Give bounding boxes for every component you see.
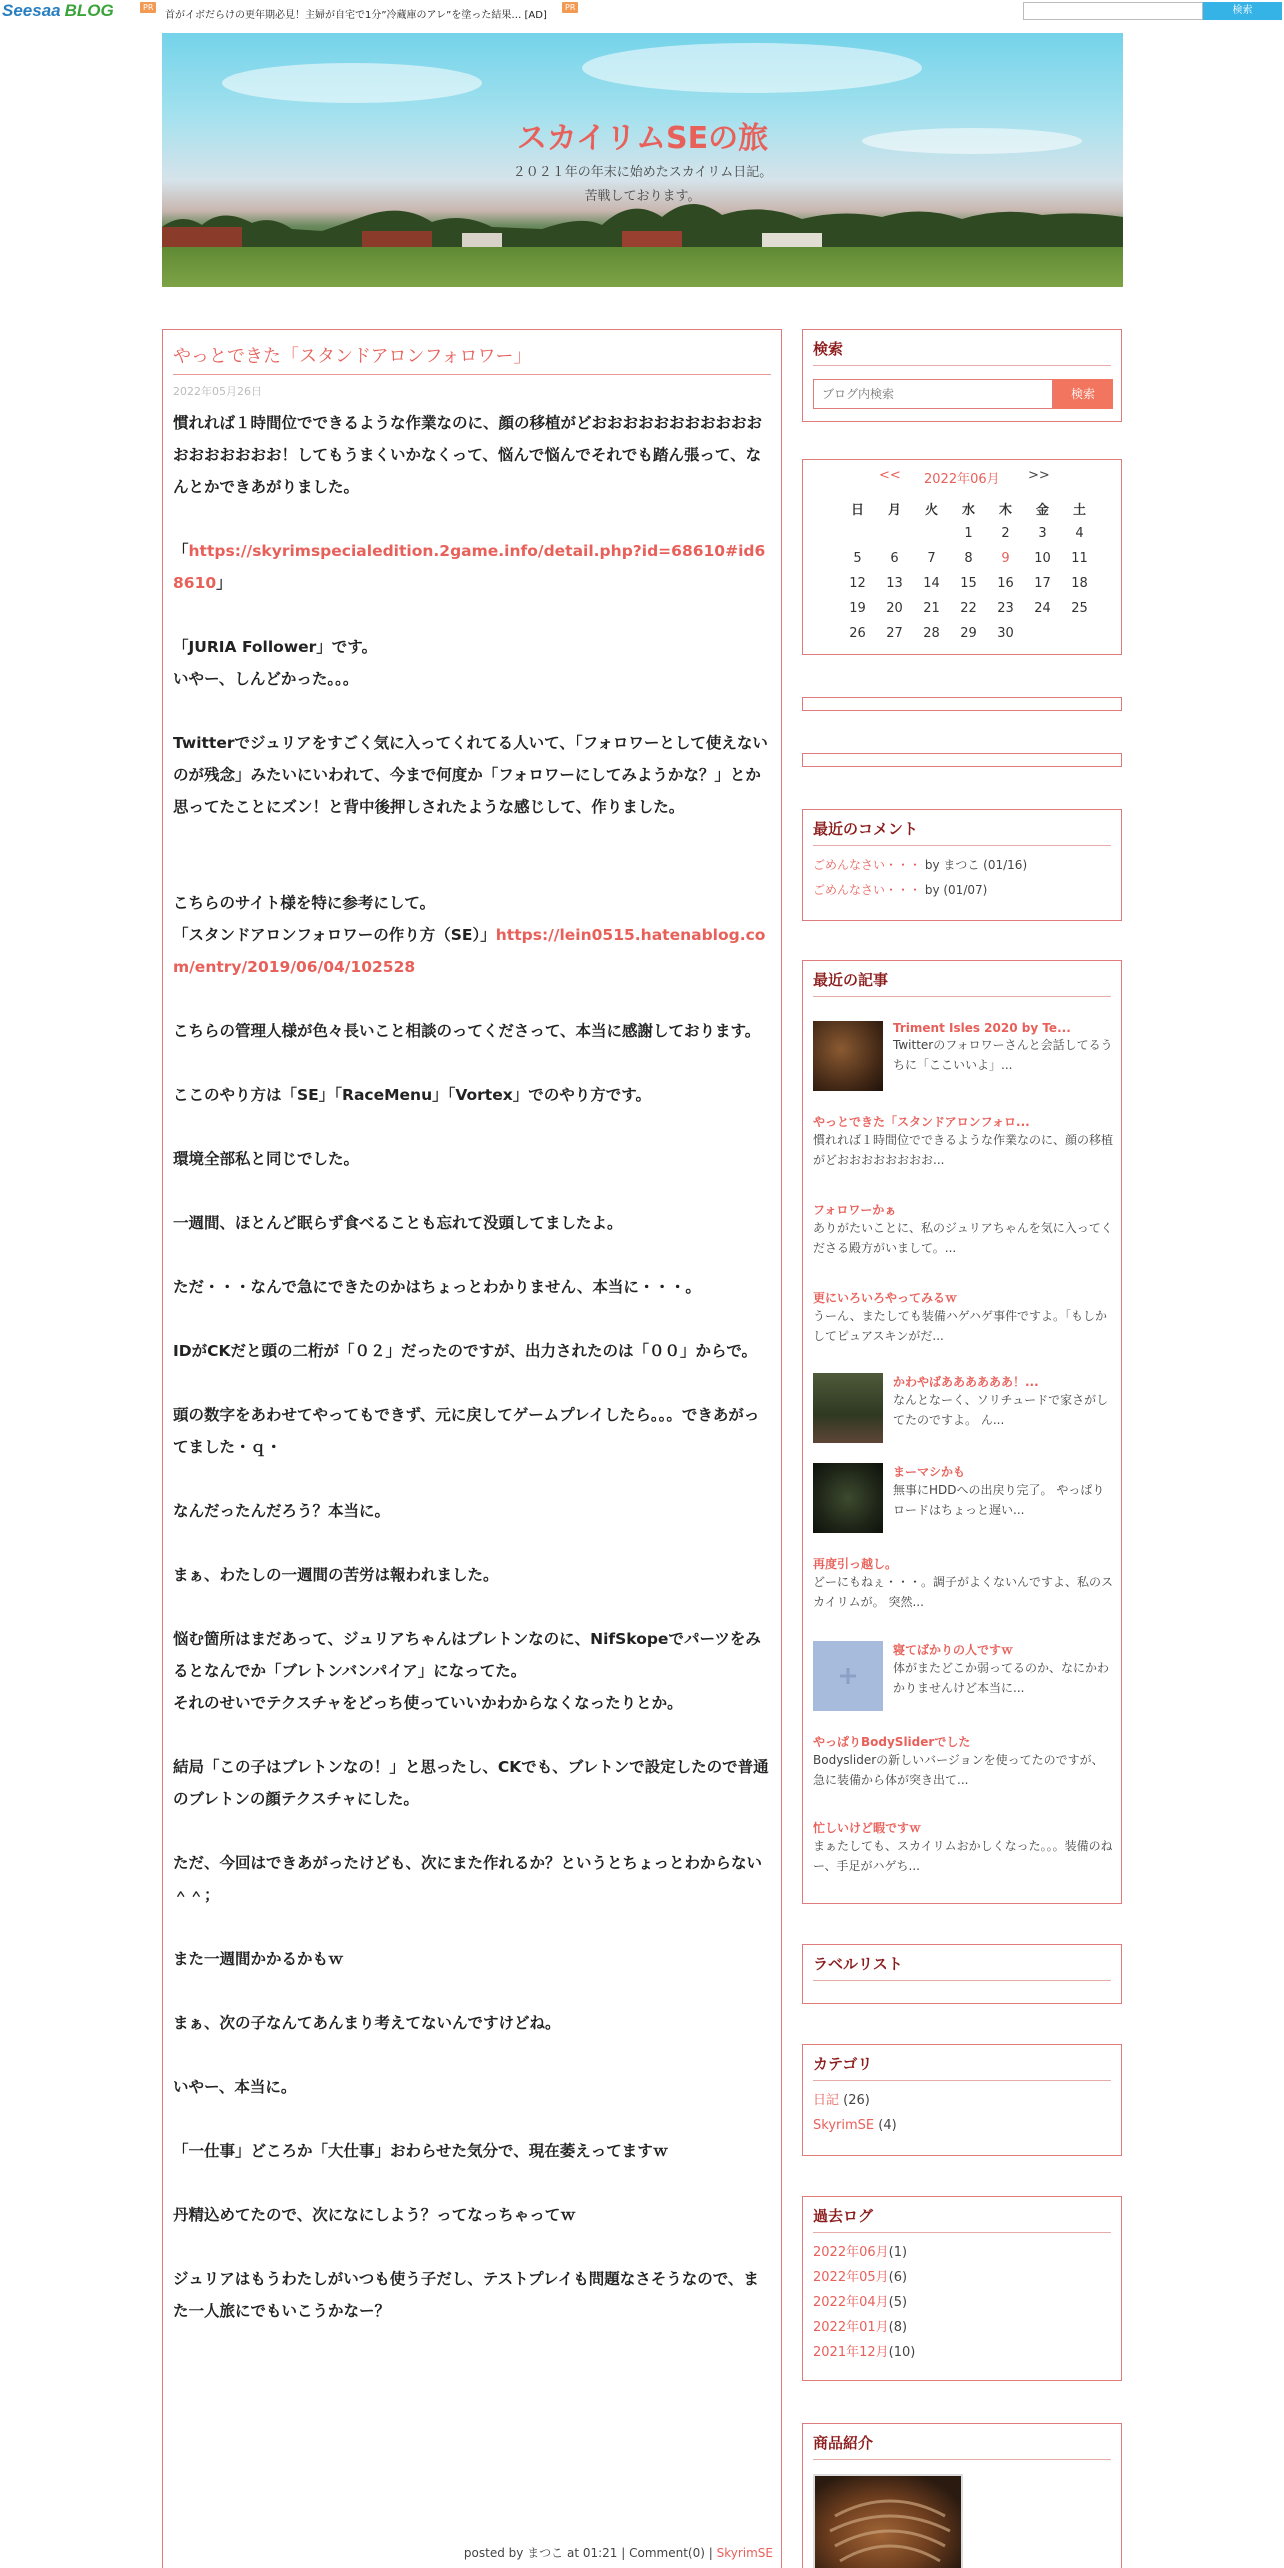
- calendar-day: 3: [1038, 526, 1047, 541]
- recent-article-link[interactable]: かわやばああああああ！...: [893, 1375, 1039, 1389]
- comment-item: [813, 856, 1111, 875]
- paragraph: ただ・・・なんで急にできたのかはちょっとわかりません、本当に・・・。: [173, 1278, 701, 1296]
- calendar-day: 6: [890, 551, 899, 566]
- calendar-day: 29: [960, 626, 977, 641]
- weekday: 金: [1035, 503, 1049, 518]
- weekday: 月: [887, 503, 901, 518]
- paragraph: 「JURIA Follower」です。: [173, 638, 378, 656]
- paragraph: こちらの管理人様が色々長いこと相談のってくださって、本当に感謝しております。: [173, 1022, 761, 1040]
- description-line: 苦戦しております。: [584, 189, 701, 204]
- calendar-prev-link[interactable]: <<: [879, 468, 901, 483]
- sidebar-product: [802, 2423, 1122, 2568]
- paragraph: [173, 919, 771, 983]
- recent-article-excerpt: Twitterのフォロワーさんと会話してるうちに「ここいいよ」...: [893, 1038, 1113, 1072]
- sidebar-title: 検索: [813, 338, 1111, 366]
- posted-by: posted by まつこ at 01:21 |: [463, 2546, 630, 2560]
- recent-article-link[interactable]: 忙しいけど暇ですｗ: [813, 1821, 922, 1835]
- archive-count: (1): [888, 2245, 908, 2260]
- archive-item: [813, 2343, 1111, 2362]
- category-link[interactable]: 日記: [813, 2093, 840, 2108]
- paragraph: 結局「この子はブレトンなの！」と思ったし、CKでも、ブレトンで設定したので普通のブレトンの顔テクスチャにした。: [173, 1758, 769, 1808]
- blog-search-button[interactable]: 検索: [1053, 379, 1113, 409]
- cloud: [582, 43, 922, 93]
- recent-article-link[interactable]: 寝てばかりの人ですｗ: [893, 1643, 1014, 1657]
- archive-link[interactable]: 2022年05月: [813, 2270, 889, 2285]
- sidebar-archive: [802, 2196, 1122, 2381]
- paragraph: ジュリアはもうわたしがいつも使う子だし、テストプレイも問題なさそうなので、また一人旅にでもいこうかなー？: [173, 2270, 759, 2320]
- category-item: [813, 2091, 1111, 2110]
- article-thumbnail[interactable]: [813, 1373, 883, 1443]
- category-count: (26): [839, 2093, 870, 2108]
- paragraph: 頭の数字をあわせてやってもできず、元に戻してゲームプレイしたら。。。できあがってました・ｑ・: [173, 1406, 760, 1456]
- paragraph: いやー、しんどかった。。。: [173, 670, 359, 688]
- calendar-day: [1061, 621, 1098, 646]
- category-count: (4): [874, 2118, 897, 2133]
- recent-article-link[interactable]: やっとできた「スタンドアロンフォロ...: [813, 1115, 1030, 1129]
- comment-item: [813, 881, 1111, 900]
- archive-link[interactable]: 2022年04月: [813, 2295, 889, 2310]
- paragraph: [173, 535, 771, 599]
- calendar-day: 24: [1034, 601, 1051, 616]
- calendar-day: 22: [960, 601, 977, 616]
- footer-separator: |: [704, 2546, 717, 2560]
- top-search-button[interactable]: 検索: [1203, 2, 1282, 20]
- article-thumbnail[interactable]: [813, 1021, 883, 1091]
- top-search-input[interactable]: [1023, 2, 1203, 20]
- comment-by: by (01/07): [921, 883, 988, 897]
- site-title[interactable]: スカイリムSEの旅: [516, 121, 769, 156]
- calendar-day: 26: [849, 626, 866, 641]
- reference-label: 「スタンドアロンフォロワーの作り方（SE）」: [173, 926, 496, 944]
- calendar-day: 10: [1034, 551, 1051, 566]
- sidebar-title: ラベルリスト: [813, 1953, 1111, 1981]
- archive-count: (6): [888, 2270, 908, 2285]
- calendar-month[interactable]: 2022年06月: [924, 472, 1000, 487]
- paragraph: Twitterでジュリアをすごく気に入ってくれてる人いて、「フォロワーとして使えないのが残念」みたいにいわれて、今まで何度か「フォロワーにしてみようかな？」とか思ってたことにズン！と背中後押しされたような感じして、作りました。: [173, 734, 768, 816]
- field-graphic: [162, 247, 1123, 287]
- calendar-day: 25: [1071, 601, 1088, 616]
- comment-link[interactable]: ごめんなさい・・・: [813, 883, 922, 897]
- reference-link[interactable]: https://lein0515.hatenablog.com/entry/2019/06/04/102528: [173, 926, 766, 976]
- archive-item: [813, 2268, 1111, 2287]
- article-date: 2022年05月26日: [173, 385, 262, 398]
- calendar-day: 1: [964, 526, 973, 541]
- paragraph: なんだったんだろう？本当に。: [173, 1502, 391, 1520]
- top-ad-bar: [0, 0, 1284, 22]
- sidebar-recent-articles: [802, 960, 1122, 1904]
- category-link[interactable]: SkyrimSE: [716, 2546, 773, 2560]
- archive-link[interactable]: 2022年01月: [813, 2320, 889, 2335]
- recent-article: [813, 1819, 1113, 1876]
- paragraph: まぁ、次の子なんてあんまり考えてないんですけどね。: [173, 2014, 561, 2032]
- calendar-day: 7: [927, 551, 936, 566]
- sidebar-title: 最近のコメント: [813, 818, 1111, 846]
- seesaa-blog-logo[interactable]: [2, 1, 114, 21]
- paragraph: 「一仕事」どころか「大仕事」おわらせた気分で、現在萎えってますｗ: [173, 2142, 669, 2160]
- paragraph: 慣れれば１時間位でできるような作業なのに、顔の移植がどおおおおおおおおおおおおおおおおおお！してもうまくいかなくって、悩んで悩んでそれでも踏ん張って、なんとかできあがりました。: [173, 414, 763, 496]
- article-body: [173, 407, 771, 2327]
- calendar-day: 14: [923, 576, 940, 591]
- recent-article-excerpt: Bodysliderの新しいバージョンを使ってたのですが、急に装備から体が突き出て...: [813, 1753, 1104, 1787]
- calendar-day: 28: [923, 626, 940, 641]
- recent-article: [813, 1289, 1113, 1346]
- calendar-day: 16: [997, 576, 1014, 591]
- bracket: 「: [173, 542, 189, 560]
- sidebar-category: [802, 2044, 1122, 2156]
- comment-by: by まつこ (01/16): [921, 858, 1028, 872]
- weekday: 日: [850, 503, 864, 518]
- recent-article-link[interactable]: フォロワーかぁ: [813, 1203, 897, 1217]
- recent-article-excerpt: 無事にHDDへの出戻り完了。 やっぱりロードはちょっと遅い...: [893, 1483, 1105, 1517]
- recent-article-link[interactable]: やっぱりBodySliderでした: [813, 1735, 971, 1749]
- calendar-day: [913, 521, 950, 546]
- archive-link[interactable]: 2022年06月: [813, 2245, 889, 2260]
- recent-article: [813, 1113, 1113, 1170]
- comment-link[interactable]: Comment(0): [629, 2546, 705, 2560]
- paragraph: また一週間かかるかもｗ: [173, 1950, 344, 1968]
- calendar-table: [839, 496, 1098, 646]
- ad-link[interactable]: 首がイボだらけの更年期必見！主婦が自宅で1分”冷蔵庫のアレ”を塗った結果… [AD]: [165, 10, 547, 21]
- archive-count: (8): [888, 2320, 908, 2335]
- calendar-week: [839, 621, 1098, 646]
- recent-article-excerpt: ありがたいことに、私のジュリアちゃんを気に入ってくださる殿方がいまして。...: [813, 1221, 1113, 1255]
- paragraph: まぁ、わたしの一週間の苦労は報われました。: [173, 1566, 499, 1584]
- recent-article-link[interactable]: Triment Isles 2020 by Te...: [893, 1021, 1071, 1035]
- paragraph: ただ、今回はできあがったけども、次にまた作れるか？というとちょっとわからない＾＾；: [173, 1854, 763, 1904]
- calendar-day-link[interactable]: 9: [1001, 551, 1010, 566]
- recent-article-excerpt: なんとなーく、ソリチュードで家さがしてたのですよ。 ん...: [893, 1393, 1109, 1427]
- archive-item: [813, 2293, 1111, 2312]
- calendar-day: 27: [886, 626, 903, 641]
- calendar-day: 19: [849, 601, 866, 616]
- paragraph: いやー、本当に。: [173, 2078, 297, 2096]
- paragraph: こちらのサイト様を特に参考にして。: [173, 894, 436, 912]
- paragraph: 丹精込めてたので、次になにしよう？ってなっちゃってｗ: [173, 2206, 576, 2224]
- calendar-day: 21: [923, 601, 940, 616]
- calendar-day: 8: [964, 551, 973, 566]
- recent-article-excerpt: まぁたしても、スカイリムおかしくなった。。。装備のねー、手足がハゲち...: [813, 1839, 1113, 1873]
- pr-badge: PR: [140, 2, 156, 13]
- logo-sub: BLOG: [64, 1, 114, 20]
- weekday: 土: [1072, 503, 1086, 518]
- article-title[interactable]: やっとできた「スタンドアロンフォロワー」: [173, 342, 771, 375]
- calendar-day: 15: [960, 576, 977, 591]
- sidebar-title: カテゴリ: [813, 2053, 1111, 2081]
- recent-article-link[interactable]: 再度引っ越し。: [813, 1557, 898, 1571]
- sidebar-search: [802, 329, 1122, 422]
- bracket: 」: [216, 574, 232, 592]
- recent-article: [813, 1463, 1113, 1535]
- product-image[interactable]: [813, 2474, 963, 2568]
- sidebar-label-list: [802, 1944, 1122, 2004]
- sidebar-recent-comments: [802, 809, 1122, 921]
- recent-article-link[interactable]: まーマシかも: [893, 1465, 966, 1479]
- image-placeholder-icon[interactable]: [813, 1641, 883, 1711]
- sidebar-empty-box: [802, 697, 1122, 711]
- recent-article: [813, 1555, 1113, 1612]
- calendar-week: [839, 521, 1098, 546]
- mod-link[interactable]: https://skyrimspecialedition.2game.info/detail.php?id=68610#id68610: [173, 542, 766, 592]
- recent-article-excerpt: どーにもねぇ・・・。調子がよくないんですよ、私のスカイリムが。 突然...: [813, 1575, 1114, 1609]
- article-container: [162, 329, 782, 2568]
- recent-article-excerpt: うーん、またしても装備ハゲハゲ事件ですよ。「もしかしてピュアスキンがだ...: [813, 1309, 1108, 1343]
- archive-item: [813, 2318, 1111, 2337]
- article-footer: [464, 2544, 773, 2561]
- paragraph: 一週間、ほとんど眠らず食べることも忘れて没頭してましたよ。: [173, 1214, 623, 1232]
- calendar-day: [839, 521, 876, 546]
- cloud: [222, 63, 482, 103]
- paragraph: IDがCKだと頭の二桁が「０２」だったのですが、出力されたのは「００」からで。: [173, 1342, 758, 1360]
- calendar-week: [839, 596, 1098, 621]
- calendar-day: 2: [1001, 526, 1010, 541]
- calendar-next-link[interactable]: >>: [1028, 468, 1050, 483]
- recent-article: [813, 1201, 1113, 1258]
- article-thumbnail[interactable]: [813, 1463, 883, 1533]
- calendar-weekday-row: [839, 496, 1098, 521]
- calendar-day: 18: [1071, 576, 1088, 591]
- site-description: [162, 161, 1123, 209]
- calendar-day: 17: [1034, 576, 1051, 591]
- calendar-day: 5: [853, 551, 862, 566]
- recent-article-link[interactable]: 更にいろいろやってみるｗ: [813, 1291, 958, 1305]
- calendar-week: [839, 571, 1098, 596]
- calendar-day: 30: [997, 626, 1014, 641]
- recent-article-excerpt: 慣れれば１時間位でできるような作業なのに、顔の移植がどおおおおおおおお...: [813, 1133, 1114, 1167]
- pr-badge: PR: [562, 2, 578, 13]
- sidebar-calendar: [802, 459, 1122, 655]
- header-banner: [162, 33, 1123, 287]
- blog-search-input[interactable]: [813, 379, 1053, 409]
- calendar-day: 13: [886, 576, 903, 591]
- sidebar-title: 商品紹介: [813, 2432, 1111, 2460]
- paragraph: ここのやり方は「SE」「RaceMenu」「Vortex」でのやり方です。: [173, 1086, 651, 1104]
- paragraph: 悩む箇所はまだあって、ジュリアちゃんはブレトンなのに、NifSkopeでパーツをみるとなんでか「ブレトンバンパイア」になってた。: [173, 1630, 761, 1680]
- recent-article: [813, 1021, 1113, 1093]
- recent-article: [813, 1641, 1113, 1713]
- calendar-day: 11: [1071, 551, 1088, 566]
- calendar-day: [876, 521, 913, 546]
- paragraph: それのせいでテクスチャをどっち使っていいかわからなくなったりとか。: [173, 1694, 683, 1712]
- sidebar-empty-box: [802, 753, 1122, 767]
- description-line: ２０２１年の年末に始めたスカイリム日記。: [512, 165, 773, 180]
- calendar-day: 23: [997, 601, 1014, 616]
- recent-article-excerpt: 体がまたどこか弱ってるのか、なにかわかりませんけど本当に...: [893, 1661, 1110, 1695]
- sidebar-title: 最近の記事: [813, 969, 1111, 997]
- calendar-week: [839, 546, 1098, 571]
- sidebar-title: 過去ログ: [813, 2205, 1111, 2233]
- archive-count: (5): [888, 2295, 908, 2310]
- paragraph: 環境全部私と同じでした。: [173, 1150, 360, 1168]
- recent-article: [813, 1373, 1113, 1445]
- logo-main: Seesaa: [2, 1, 61, 20]
- comment-link[interactable]: ごめんなさい・・・: [813, 858, 922, 872]
- category-item: [813, 2116, 1111, 2135]
- category-link[interactable]: SkyrimSE: [813, 2118, 875, 2133]
- archive-item: [813, 2243, 1111, 2262]
- archive-link[interactable]: 2021年12月: [813, 2345, 889, 2360]
- weekday: 火: [924, 503, 938, 518]
- calendar-day: [1024, 621, 1061, 646]
- weekday: 水: [961, 503, 975, 518]
- calendar-day: 20: [886, 601, 903, 616]
- calendar-day: 12: [849, 576, 866, 591]
- calendar-day: 4: [1075, 526, 1084, 541]
- weekday: 木: [998, 503, 1012, 518]
- archive-count: (10): [888, 2345, 916, 2360]
- recent-article: [813, 1733, 1113, 1790]
